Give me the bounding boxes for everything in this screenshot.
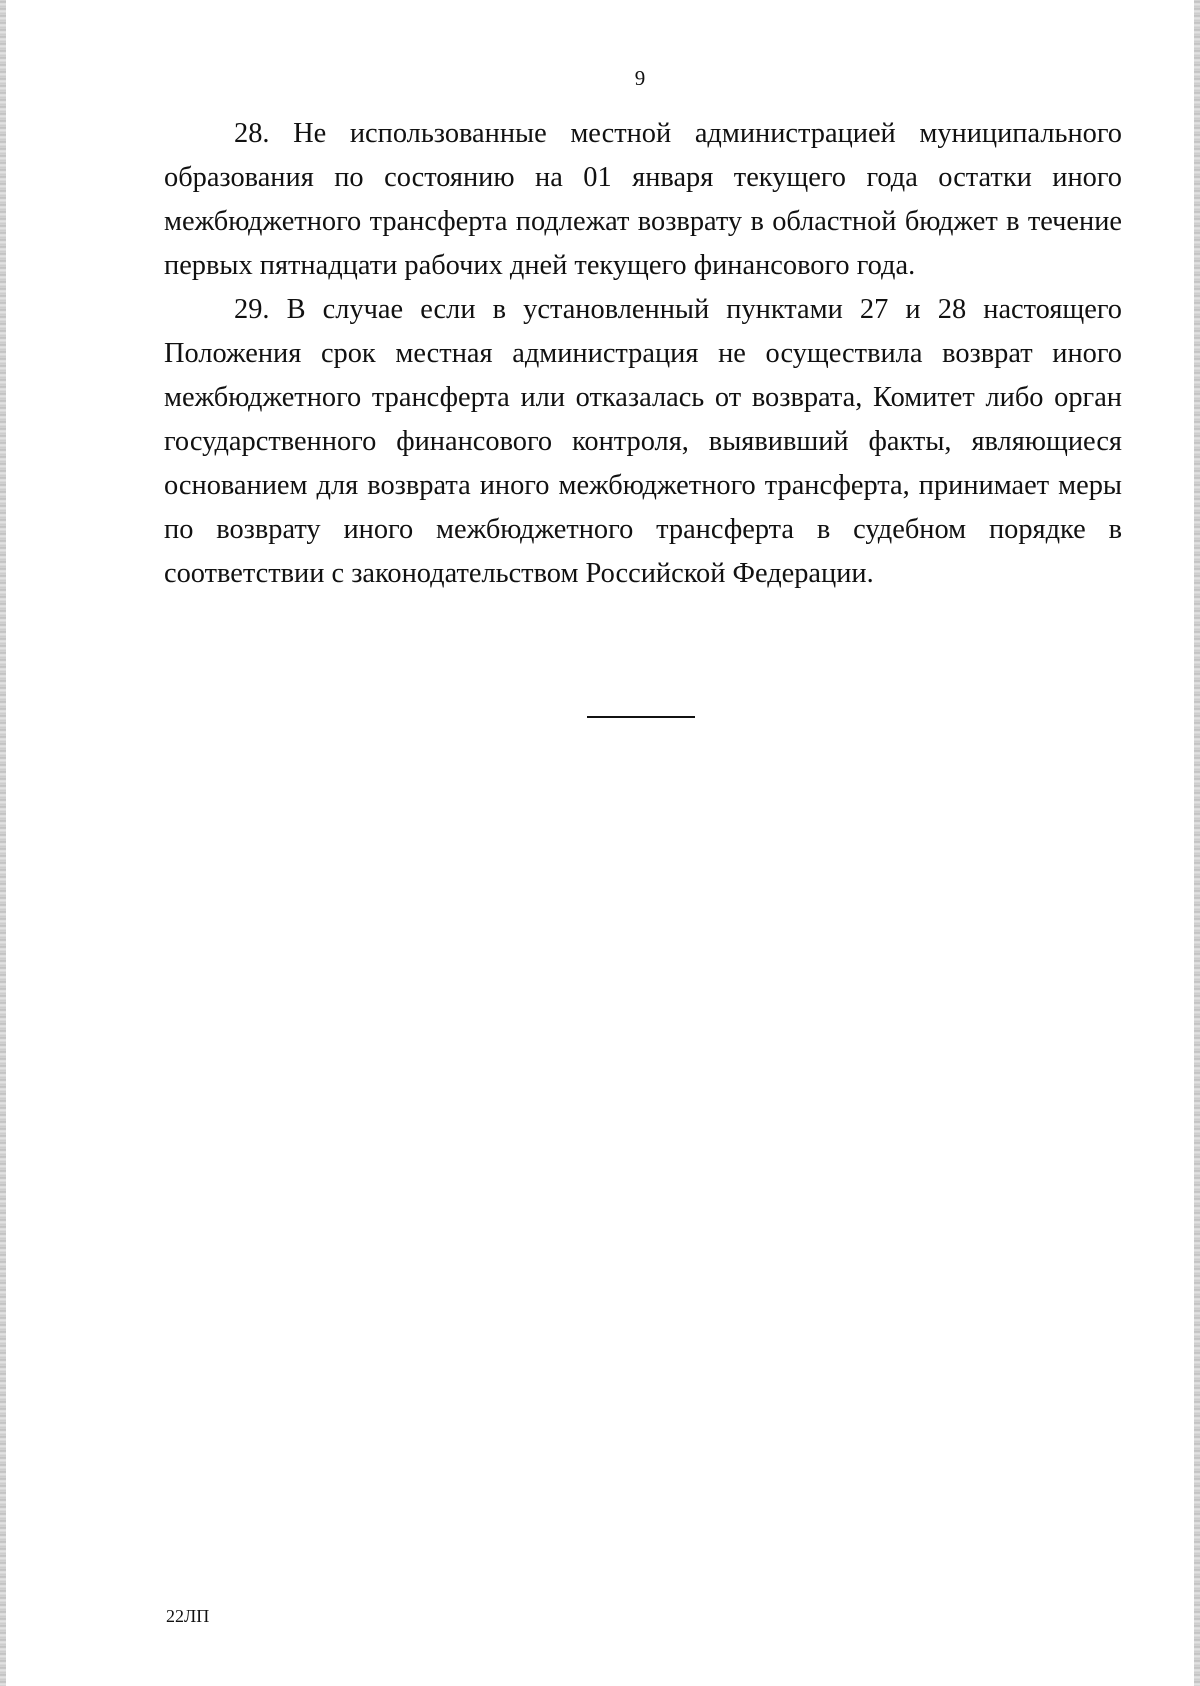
scan-edge-right [1194, 0, 1200, 1686]
footer-document-code: 22ЛП [166, 1606, 210, 1626]
document-body [164, 112, 1122, 596]
page-number: 9 [634, 66, 646, 90]
end-of-text-rule [587, 716, 695, 718]
scan-edge-left [0, 0, 6, 1686]
paragraph-29: 29. В случае если в установленный пунктами 27 и 28 настоящего Положения срок местная администрация не осуществила возврат иного межбюджетного трансферта или отказалась от возврата, Комитет либо орган государственного финансового контроля, выявивший факты, являющиеся основанием для возврата иного межбюджетного трансферта, принимает меры по возврату иного межбюджетного трансферта в судебном порядке в соответствии с законодательством Российской Федерации. [164, 294, 1122, 589]
paragraph-28: 28. Не использованные местной администрацией муниципального образования по состоянию на 01 января текущего года остатки иного межбюджетного трансферта подлежат возврату в областной бюджет в течение первых пятнадцати рабочих дней текущего финансового года. [164, 118, 1122, 281]
